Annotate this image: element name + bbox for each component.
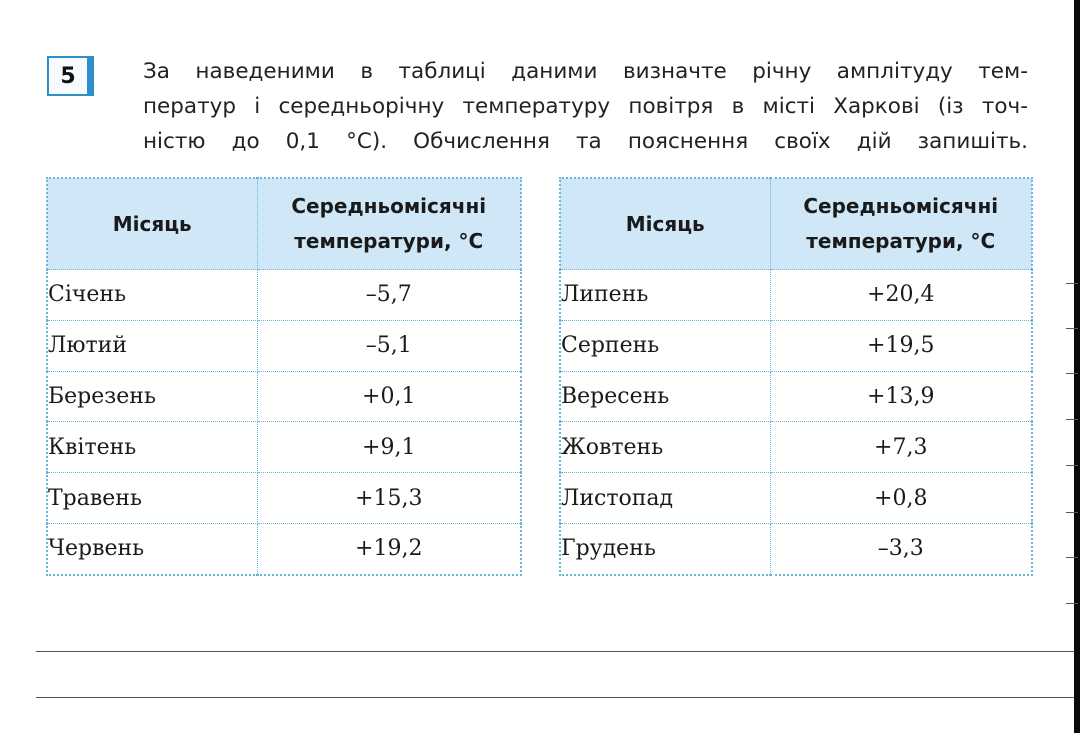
margin-tick bbox=[1066, 557, 1078, 558]
month-cell: Травень bbox=[47, 473, 257, 524]
margin-tick bbox=[1066, 465, 1078, 466]
month-cell: Серпень bbox=[560, 320, 770, 371]
month-cell: Грудень bbox=[560, 523, 770, 574]
month-cell: Липень bbox=[560, 270, 770, 321]
temp-cell: –3,3 bbox=[770, 523, 1032, 574]
table-row bbox=[47, 371, 521, 422]
margin-tick bbox=[1066, 603, 1078, 604]
temp-cell: +19,2 bbox=[257, 523, 521, 574]
task-line-1: За наведеними в таблиці даними визначте річну амплітуду тем- bbox=[143, 59, 1028, 84]
temp-cell: –5,7 bbox=[257, 270, 521, 321]
month-cell: Березень bbox=[47, 371, 257, 422]
month-cell: Квітень bbox=[47, 422, 257, 473]
temp-cell: +15,3 bbox=[257, 473, 521, 524]
margin-tick bbox=[1066, 283, 1078, 284]
task-line-3: ністю до 0,1 °С). Обчислення та пояснення своїх дій запишіть. bbox=[143, 129, 1028, 154]
month-cell: Жовтень bbox=[560, 422, 770, 473]
table-row bbox=[560, 523, 1032, 574]
table-header-row bbox=[560, 178, 1032, 270]
margin-tick bbox=[1066, 512, 1078, 513]
task-line-2: ператур і середньорічну температуру повітря в місті Харкові (із точ- bbox=[143, 94, 1028, 119]
margin-tick bbox=[1066, 419, 1078, 420]
table-row bbox=[560, 320, 1032, 371]
month-cell: Вересень bbox=[560, 371, 770, 422]
header-temperature-line2: температури, °С bbox=[806, 229, 996, 253]
table-row bbox=[560, 422, 1032, 473]
answer-line-2 bbox=[36, 697, 1074, 698]
table-row bbox=[47, 422, 521, 473]
task-number-badge: 5 bbox=[47, 56, 89, 96]
temp-cell: +20,4 bbox=[770, 270, 1032, 321]
margin-tick bbox=[1066, 373, 1078, 374]
header-temperature-line1: Середньомісячні bbox=[803, 194, 999, 218]
table-row bbox=[560, 371, 1032, 422]
month-cell: Січень bbox=[47, 270, 257, 321]
temp-cell: +7,3 bbox=[770, 422, 1032, 473]
header-temperature bbox=[770, 178, 1032, 270]
temp-cell: +0,1 bbox=[257, 371, 521, 422]
month-cell: Листопад bbox=[560, 473, 770, 524]
table-row bbox=[47, 523, 521, 574]
month-cell: Червень bbox=[47, 523, 257, 574]
header-month: Місяць bbox=[47, 178, 257, 270]
temp-cell: +13,9 bbox=[770, 371, 1032, 422]
temp-cell: –5,1 bbox=[257, 320, 521, 371]
month-cell: Лютий bbox=[47, 320, 257, 371]
table-header-row bbox=[47, 178, 521, 270]
task-text bbox=[143, 54, 1028, 159]
temperature-table-right bbox=[559, 177, 1033, 576]
margin-tick bbox=[1066, 328, 1078, 329]
header-month: Місяць bbox=[560, 178, 770, 270]
table-row bbox=[47, 270, 521, 321]
answer-line-1 bbox=[36, 651, 1074, 652]
header-temperature bbox=[257, 178, 521, 270]
table-row bbox=[47, 473, 521, 524]
table-row bbox=[47, 320, 521, 371]
header-temperature-line2: температури, °С bbox=[294, 229, 484, 253]
temperature-table-left bbox=[46, 177, 522, 576]
right-edge-bar bbox=[1074, 0, 1080, 733]
header-temperature-line1: Середньомісячні bbox=[291, 194, 487, 218]
temp-cell: +9,1 bbox=[257, 422, 521, 473]
temp-cell: +0,8 bbox=[770, 473, 1032, 524]
table-row bbox=[560, 473, 1032, 524]
table-row bbox=[560, 270, 1032, 321]
temp-cell: +19,5 bbox=[770, 320, 1032, 371]
